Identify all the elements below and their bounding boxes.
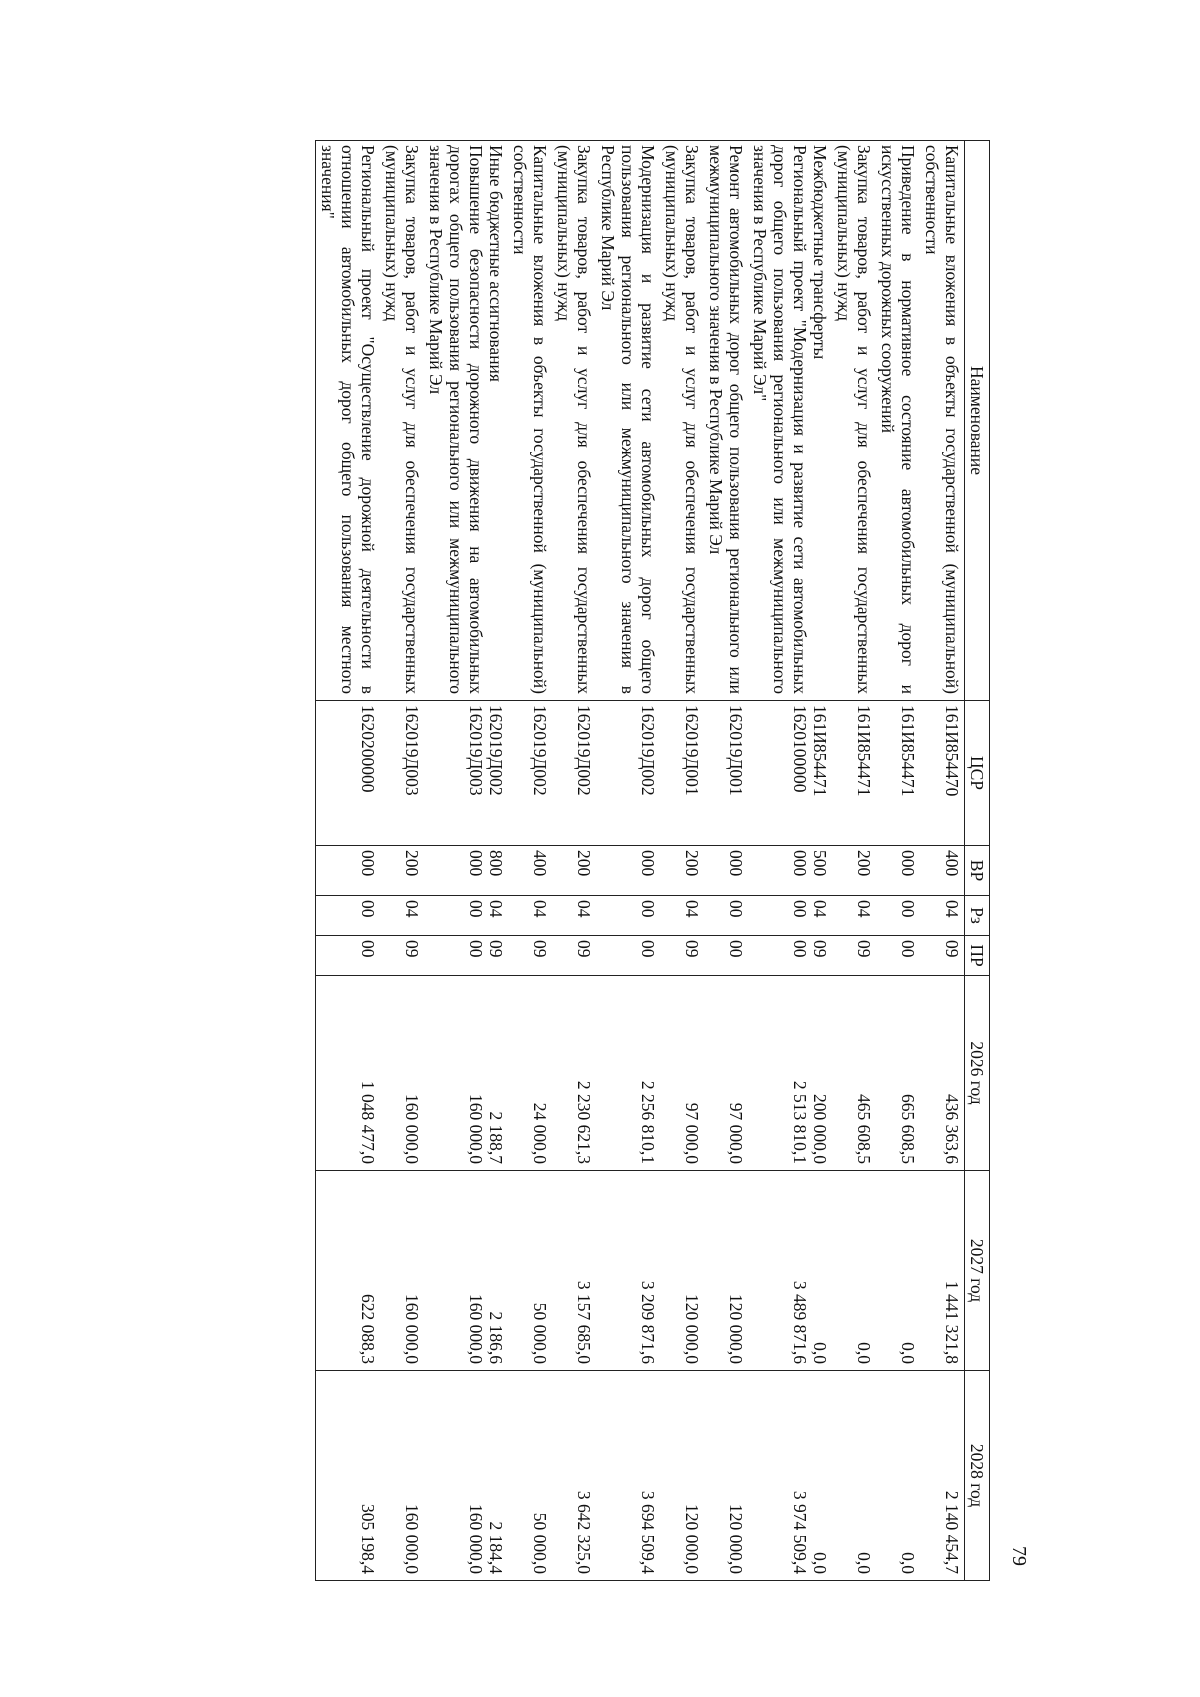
row-2027: 120 000,0 bbox=[704, 1171, 748, 1371]
row-rz: 04 bbox=[920, 896, 965, 936]
row-pr: 09 bbox=[660, 936, 704, 976]
row-vr: 400 bbox=[508, 846, 552, 896]
row-2028: 160 000,0 bbox=[380, 1371, 424, 1581]
row-pr: 09 bbox=[508, 936, 552, 976]
row-2027: 1 441 321,8 bbox=[920, 1171, 965, 1371]
row-2026: 97 000,0 bbox=[660, 976, 704, 1171]
row-csr: 162019Д002 162019Д003 bbox=[424, 701, 508, 846]
row-2028: 305 198,4 bbox=[316, 1371, 381, 1581]
row-2027: 0,0 bbox=[876, 1171, 920, 1371]
row-2027: 622 088,3 bbox=[316, 1171, 381, 1371]
row-name bbox=[748, 141, 832, 701]
row-2026: 1 048 477,0 bbox=[316, 976, 381, 1171]
budget-table bbox=[315, 140, 990, 1581]
row-name bbox=[424, 141, 508, 701]
row-pr: 09 00 bbox=[748, 936, 832, 976]
row-name: Региональный проект "Осуществление дорожной деятельности в отношении автомобильных дорог общего пользования местного значения" bbox=[316, 141, 381, 701]
row-name: Приведение в нормативное состояние автомобильных дорог и искусственных дорожных сооружений bbox=[876, 141, 920, 701]
header-pr: ПР bbox=[965, 936, 990, 976]
row-pr: 09 bbox=[380, 936, 424, 976]
row-name: Модернизация и развитие сети автомобильных дорог общего пользования регионального или межмуниципального значения в Республике Марий Эл bbox=[596, 141, 660, 701]
row-2028: 0,0 bbox=[832, 1371, 876, 1581]
row-pr: 09 bbox=[920, 936, 965, 976]
row-vr: 000 bbox=[316, 846, 381, 896]
row-2026: 160 000,0 bbox=[380, 976, 424, 1171]
row-csr: 162019Д002 bbox=[552, 701, 596, 846]
row-2027: 3 157 685,0 bbox=[552, 1171, 596, 1371]
row-rz: 04 bbox=[660, 896, 704, 936]
row-name: Закупка товаров, работ и услуг для обеспечения государственных (муниципальных) нужд bbox=[380, 141, 424, 701]
table-row bbox=[552, 141, 596, 1581]
table-row bbox=[920, 141, 965, 1581]
row-vr: 200 bbox=[552, 846, 596, 896]
row-rz: 04 bbox=[552, 896, 596, 936]
row-2028: 2 184,4 160 000,0 bbox=[424, 1371, 508, 1581]
row-2027: 50 000,0 bbox=[508, 1171, 552, 1371]
row-csr: 161И854471 bbox=[832, 701, 876, 846]
row-csr: 161И854470 bbox=[920, 701, 965, 846]
row-pr: 00 bbox=[316, 936, 381, 976]
row-name-line: Повышение безопасности дорожного движения на автомобильных дорогах общего пользования регионального или межмуниципального значения в Республике Марий Эл bbox=[426, 145, 486, 694]
row-2027: 2 186,6 160 000,0 bbox=[424, 1171, 508, 1371]
row-rz: 00 bbox=[596, 896, 660, 936]
table-row bbox=[596, 141, 660, 1581]
row-2028: 120 000,0 bbox=[704, 1371, 748, 1581]
row-2028: 3 642 325,0 bbox=[552, 1371, 596, 1581]
table-row bbox=[508, 141, 552, 1581]
row-name-line: Иные бюджетные ассигнования bbox=[486, 145, 506, 382]
row-2028: 3 694 509,4 bbox=[596, 1371, 660, 1581]
row-2026: 436 363,6 bbox=[920, 976, 965, 1171]
header-rz: Рз bbox=[965, 896, 990, 936]
row-2027: 0,0 3 489 871,6 bbox=[748, 1171, 832, 1371]
row-2028: 0,0 3 974 509,4 bbox=[748, 1371, 832, 1581]
row-2028: 120 000,0 bbox=[660, 1371, 704, 1581]
row-csr: 162019Д001 bbox=[660, 701, 704, 846]
row-csr: 1620200000 bbox=[316, 701, 381, 846]
table-row bbox=[424, 141, 508, 1581]
row-vr: 800 000 bbox=[424, 846, 508, 896]
row-pr: 00 bbox=[596, 936, 660, 976]
row-vr: 400 bbox=[920, 846, 965, 896]
row-csr: 162019Д003 bbox=[380, 701, 424, 846]
row-2027: 0,0 bbox=[832, 1171, 876, 1371]
row-vr: 000 bbox=[876, 846, 920, 896]
row-csr: 161И854471 bbox=[876, 701, 920, 846]
row-rz: 04 bbox=[380, 896, 424, 936]
row-name-line: Региональный проект "Модернизация и развитие сети автомобильных дорог общего пользования регионального или межмуниципального значения в Республике Марий Эл" bbox=[750, 145, 810, 694]
row-2026: 97 000,0 bbox=[704, 976, 748, 1171]
row-vr: 500 000 bbox=[748, 846, 832, 896]
row-pr: 00 bbox=[704, 936, 748, 976]
row-2026: 24 000,0 bbox=[508, 976, 552, 1171]
row-name: Закупка товаров, работ и услуг для обеспечения государственных (муниципальных) нужд bbox=[552, 141, 596, 701]
row-pr: 09 bbox=[552, 936, 596, 976]
table-row bbox=[316, 141, 381, 1581]
row-2028: 2 140 454,7 bbox=[920, 1371, 965, 1581]
row-2026: 200 000,0 2 513 810,1 bbox=[748, 976, 832, 1171]
row-2026: 665 608,5 bbox=[876, 976, 920, 1171]
row-rz: 00 bbox=[876, 896, 920, 936]
row-csr: 161И854471 1620100000 bbox=[748, 701, 832, 846]
row-rz: 04 00 bbox=[424, 896, 508, 936]
row-2028: 0,0 bbox=[876, 1371, 920, 1581]
row-2027: 3 209 871,6 bbox=[596, 1171, 660, 1371]
row-2027: 120 000,0 bbox=[660, 1171, 704, 1371]
header-2028: 2028 год bbox=[965, 1371, 990, 1581]
row-pr: 09 00 bbox=[424, 936, 508, 976]
table-row bbox=[704, 141, 748, 1581]
table-header-row bbox=[965, 141, 990, 1581]
header-csr: ЦСР bbox=[965, 701, 990, 846]
header-2027: 2027 год bbox=[965, 1171, 990, 1371]
row-name: Закупка товаров, работ и услуг для обеспечения государственных (муниципальных) нужд bbox=[660, 141, 704, 701]
row-rz: 04 bbox=[832, 896, 876, 936]
row-rz: 04 00 bbox=[748, 896, 832, 936]
row-pr: 00 bbox=[876, 936, 920, 976]
row-vr: 200 bbox=[832, 846, 876, 896]
row-vr: 200 bbox=[660, 846, 704, 896]
row-name: Капитальные вложения в объекты государственной (муниципальной) собственности bbox=[508, 141, 552, 701]
row-name: Закупка товаров, работ и услуг для обеспечения государственных (муниципальных) нужд bbox=[832, 141, 876, 701]
page-number: 79 bbox=[1008, 1546, 1030, 1566]
row-rz: 00 bbox=[316, 896, 381, 936]
row-2027: 160 000,0 bbox=[380, 1171, 424, 1371]
row-csr: 162019Д002 bbox=[596, 701, 660, 846]
rotated-document-page bbox=[160, 140, 1030, 1580]
row-pr: 09 bbox=[832, 936, 876, 976]
header-vr: ВР bbox=[965, 846, 990, 896]
row-csr: 162019Д001 bbox=[704, 701, 748, 846]
table-row bbox=[660, 141, 704, 1581]
row-rz: 04 bbox=[508, 896, 552, 936]
row-2026: 2 230 621,3 bbox=[552, 976, 596, 1171]
row-vr: 000 bbox=[596, 846, 660, 896]
row-name-line: Межбюджетные трансферты bbox=[810, 145, 830, 360]
header-name: Наименование bbox=[965, 141, 990, 701]
table-row bbox=[876, 141, 920, 1581]
row-2028: 50 000,0 bbox=[508, 1371, 552, 1581]
table-row bbox=[380, 141, 424, 1581]
row-vr: 200 bbox=[380, 846, 424, 896]
header-2026: 2026 год bbox=[965, 976, 990, 1171]
row-rz: 00 bbox=[704, 896, 748, 936]
row-csr: 162019Д002 bbox=[508, 701, 552, 846]
row-name: Капитальные вложения в объекты государственной (муниципальной) собственности bbox=[920, 141, 965, 701]
table-row bbox=[832, 141, 876, 1581]
row-vr: 000 bbox=[704, 846, 748, 896]
row-2026: 2 188,7 160 000,0 bbox=[424, 976, 508, 1171]
row-name: Ремонт автомобильных дорог общего пользования регионального или межмуниципального значения в Республике Марий Эл bbox=[704, 141, 748, 701]
row-2026: 465 608,5 bbox=[832, 976, 876, 1171]
table-row bbox=[748, 141, 832, 1581]
row-2026: 2 256 810,1 bbox=[596, 976, 660, 1171]
